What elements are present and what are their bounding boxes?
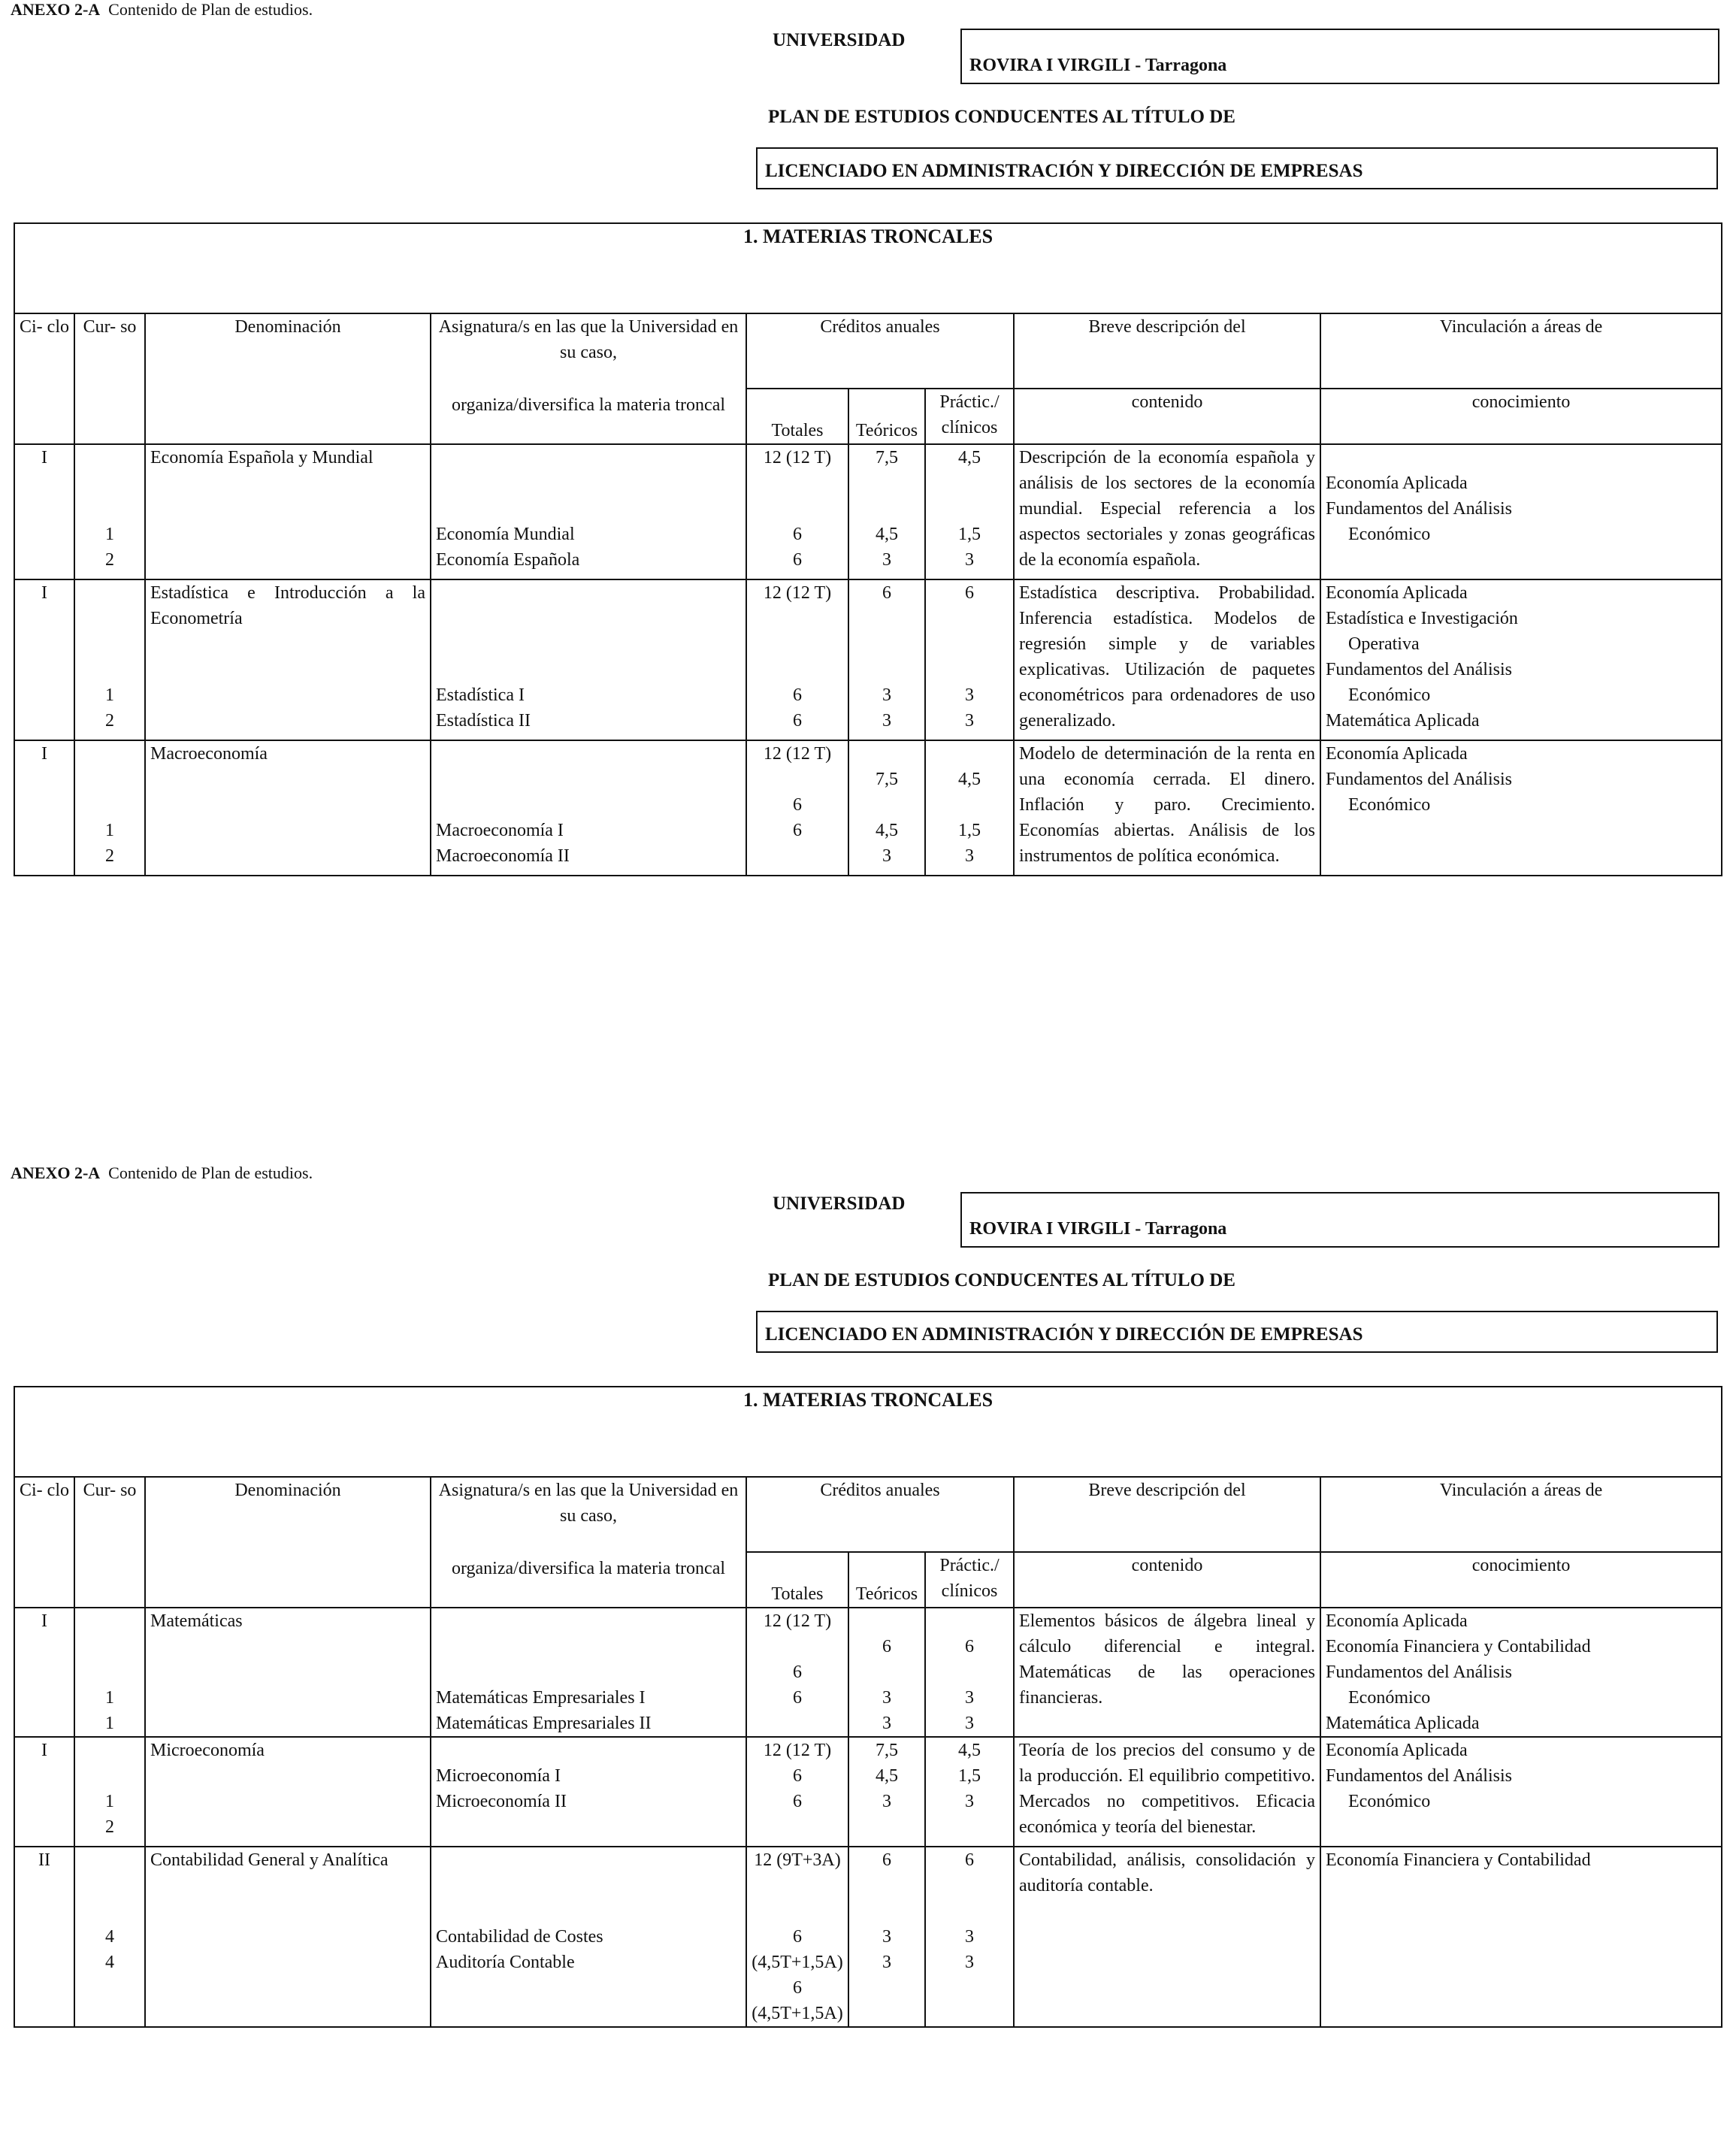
practicos-value: 4,5 <box>958 770 981 789</box>
practicos-value <box>930 1659 1009 1685</box>
denominacion-cell: Contabilidad General y Analítica <box>145 1847 431 2027</box>
totales-value: 12 (9T+3A) <box>754 1850 841 1870</box>
practicos-value: 3 <box>965 1953 974 1972</box>
curso-value <box>80 496 140 522</box>
curso-value <box>80 1634 140 1659</box>
asignatura-value: Matemáticas Empresariales II <box>436 1714 652 1733</box>
curso-cell <box>74 1737 145 1847</box>
practicos-value: 1,5 <box>958 821 981 840</box>
teoricos-value: 3 <box>882 1714 891 1733</box>
teoricos-value: 3 <box>882 1953 891 1972</box>
asignatura-cell <box>431 579 746 740</box>
vinculacion-value: Economía Aplicada <box>1326 583 1468 603</box>
teoricos-value: 6 <box>882 583 891 603</box>
curso-value <box>80 1847 140 1873</box>
practicos-value: 3 <box>965 685 974 705</box>
asignatura-value: Estadística I <box>436 685 525 705</box>
asignatura-value <box>436 631 741 657</box>
totales-value: 6 <box>793 550 802 570</box>
anexo-header: ANEXO 2-A Contenido de Plan de estudios. <box>11 0 313 19</box>
vinculacion-cell <box>1320 1608 1722 1737</box>
vinculacion-cell <box>1320 579 1722 740</box>
header-curso: Cur- so <box>74 1477 145 1608</box>
practicos-value <box>930 657 1009 682</box>
practicos-value <box>930 470 1009 496</box>
asignatura-value <box>436 1847 741 1873</box>
totales-value: 6 <box>793 1792 802 1811</box>
practicos-cell <box>925 1737 1014 1847</box>
denominacion-cell: Economía Española y Mundial <box>145 444 431 579</box>
plan-label: PLAN DE ESTUDIOS CONDUCENTES AL TÍTULO DE <box>768 1270 1235 1290</box>
curso-value: 1 <box>105 685 114 705</box>
teoricos-value <box>854 1659 920 1685</box>
descripcion-cell: Modelo de determinación de la renta en una economía cerrada. El dinero. Inflación y paro. Crecimiento. Economías abiertas. Análisis de los instrumentos de política económica. <box>1014 740 1320 876</box>
header-asignatura-line1: Asignatura/s en las que la Universidad en su caso, <box>438 1481 739 1526</box>
asignatura-value: Estadística II <box>436 711 531 731</box>
practicos-value: 6 <box>965 583 974 603</box>
universidad-name: ROVIRA I VIRGILI - Tarragona <box>969 1219 1227 1239</box>
plan-label: PLAN DE ESTUDIOS CONDUCENTES AL TÍTULO DE <box>768 107 1235 127</box>
totales-cell <box>746 579 848 740</box>
totales-value: 6 <box>793 1766 802 1786</box>
practicos-value <box>930 606 1009 631</box>
materia-row <box>14 1737 1722 1847</box>
totales-value <box>752 1873 843 1898</box>
curso-value: 1 <box>105 1714 114 1733</box>
curso-value: 4 <box>105 1953 114 1972</box>
asignatura-cell <box>431 444 746 579</box>
curso-cell <box>74 740 145 876</box>
asignatura-value: Microeconomía II <box>436 1792 567 1811</box>
vinculacion-cell <box>1320 444 1722 579</box>
asignatura-value <box>436 1634 741 1659</box>
teoricos-value: 6 <box>882 1850 891 1870</box>
practicos-value: 4,5 <box>958 1741 981 1760</box>
curso-value: 2 <box>105 1817 114 1837</box>
header-creditos: Créditos anuales <box>746 313 1014 389</box>
asignatura-value <box>436 767 741 792</box>
header-row-1 <box>14 1477 1722 1552</box>
teoricos-value: 7,5 <box>876 448 898 467</box>
asignatura-value: Matemáticas Empresariales I <box>436 1688 646 1708</box>
teoricos-cell <box>848 1737 925 1847</box>
vinculacion-value: Operativa <box>1348 634 1420 654</box>
denominacion-cell: Estadística e Introducción a la Econometría <box>145 579 431 740</box>
totales-cell <box>746 444 848 579</box>
materia-row <box>14 579 1722 740</box>
titulo-text: LICENCIADO EN ADMINISTRACIÓN Y DIRECCIÓN DE EMPRESAS <box>765 161 1363 181</box>
teoricos-value <box>854 1814 920 1840</box>
denominacion-cell: Macroeconomía <box>145 740 431 876</box>
curso-value <box>80 1873 140 1898</box>
curso-value <box>80 657 140 682</box>
vinculacion-cell <box>1320 740 1722 876</box>
curso-value <box>80 767 140 792</box>
teoricos-cell <box>848 1608 925 1737</box>
teoricos-cell <box>848 1847 925 2027</box>
practicos-value <box>930 741 1009 767</box>
teoricos-value: 7,5 <box>876 1741 898 1760</box>
ciclo-cell: I <box>14 740 74 876</box>
practicos-value: 3 <box>965 1714 974 1733</box>
universidad-name: ROVIRA I VIRGILI - Tarragona <box>969 56 1227 75</box>
teoricos-value: 3 <box>882 685 891 705</box>
teoricos-cell <box>848 444 925 579</box>
practicos-value <box>930 1608 1009 1634</box>
asignatura-cell <box>431 740 746 876</box>
practicos-value: 6 <box>965 1637 974 1656</box>
practicos-value <box>930 631 1009 657</box>
teoricos-value: 4,5 <box>876 525 898 544</box>
section-row <box>14 223 1722 313</box>
practicos-value: 3 <box>965 1792 974 1811</box>
materias-table <box>14 222 1722 876</box>
teoricos-value <box>854 792 920 818</box>
universidad-label: UNIVERSIDAD <box>773 30 906 50</box>
teoricos-value <box>854 741 920 767</box>
curso-value <box>80 606 140 631</box>
totales-value: 6 <box>793 821 802 840</box>
totales-value <box>752 1711 843 1736</box>
practicos-cell <box>925 579 1014 740</box>
totales-value <box>752 631 843 657</box>
curso-value: 2 <box>105 550 114 570</box>
totales-value <box>752 606 843 631</box>
teoricos-value <box>854 470 920 496</box>
teoricos-value: 7,5 <box>876 770 898 789</box>
practicos-value: 3 <box>965 1927 974 1947</box>
vinculacion-value: Economía Aplicada <box>1326 1611 1468 1631</box>
curso-value <box>80 580 140 606</box>
ciclo-cell: I <box>14 579 74 740</box>
vinculacion-value: Economía Aplicada <box>1326 473 1468 493</box>
descripcion-cell: Contabilidad, análisis, consolidación y auditoría contable. <box>1014 1847 1320 2027</box>
asignatura-value: Contabilidad de Costes <box>436 1927 603 1947</box>
totales-value <box>752 1814 843 1840</box>
totales-value <box>752 843 843 869</box>
practicos-value <box>930 1898 1009 1924</box>
header-vinculacion: Vinculación a áreas de <box>1320 313 1722 389</box>
practicos-value: 3 <box>965 550 974 570</box>
curso-value: 1 <box>105 525 114 544</box>
totales-value: 6 <box>793 1662 802 1682</box>
curso-value <box>80 1763 140 1789</box>
vinculacion-value: Económico <box>1348 795 1431 815</box>
curso-cell <box>74 1847 145 2027</box>
header-denominacion: Denominación <box>145 1477 431 1608</box>
descripcion-cell: Estadística descriptiva. Probabilidad. Inferencia estadística. Modelos de regresión simple y de variables explicativas. Utilización de paquetes econométricos para ordenadores de uso generalizado. <box>1014 579 1320 740</box>
vinculacion-value: Fundamentos del Análisis <box>1326 499 1512 519</box>
header-totales: Totales <box>746 389 848 444</box>
asignatura-value <box>436 792 741 818</box>
curso-value <box>80 631 140 657</box>
totales-value <box>752 657 843 682</box>
header-denominacion: Denominación <box>145 313 431 444</box>
teoricos-value: 3 <box>882 550 891 570</box>
curso-value: 1 <box>105 821 114 840</box>
header-vinculacion-2: conocimiento <box>1320 1552 1722 1608</box>
practicos-value: 3 <box>965 1688 974 1708</box>
asignatura-value <box>436 1659 741 1685</box>
vinculacion-value: Fundamentos del Análisis <box>1326 770 1512 789</box>
ciclo-cell: I <box>14 1608 74 1737</box>
teoricos-value <box>854 657 920 682</box>
practicos-value <box>930 792 1009 818</box>
titulo-text: LICENCIADO EN ADMINISTRACIÓN Y DIRECCIÓN DE EMPRESAS <box>765 1324 1363 1345</box>
vinculacion-value: Matemática Aplicada <box>1326 711 1480 731</box>
asignatura-value: Economía Española <box>436 550 580 570</box>
totales-value <box>752 470 843 496</box>
curso-cell <box>74 579 145 740</box>
teoricos-value: 6 <box>882 1637 891 1656</box>
teoricos-value: 3 <box>882 1688 891 1708</box>
vinculacion-value: Económico <box>1348 525 1431 544</box>
curso-value: 1 <box>105 1688 114 1708</box>
totales-value: 6 <box>793 525 802 544</box>
practicos-value <box>930 496 1009 522</box>
totales-value: 6 <box>793 795 802 815</box>
curso-cell <box>74 444 145 579</box>
curso-value <box>80 1898 140 1924</box>
totales-value: 6 (4,5T+1,5A) <box>752 1927 843 1972</box>
teoricos-value: 3 <box>882 846 891 866</box>
materia-row <box>14 1847 1722 2027</box>
asignatura-value <box>436 1898 741 1924</box>
vinculacion-cell <box>1320 1737 1722 1847</box>
header-ciclo: Ci- clo <box>14 313 74 444</box>
teoricos-value: 3 <box>882 1927 891 1947</box>
practicos-cell <box>925 1608 1014 1737</box>
header-asignatura-line2: organiza/diversifica la materia troncal <box>451 1559 726 1578</box>
vinculacion-value: Fundamentos del Análisis <box>1326 1662 1512 1682</box>
totales-cell <box>746 1737 848 1847</box>
vinculacion-value: Estadística e Investigación <box>1326 609 1518 628</box>
totales-value: 6 <box>793 1688 802 1708</box>
vinculacion-value <box>1326 445 1716 470</box>
teoricos-value <box>854 1898 920 1924</box>
section-title: 1. MATERIAS TRONCALES <box>14 1387 1722 1477</box>
vinculacion-value: Fundamentos del Análisis <box>1326 660 1512 679</box>
header-teoricos: Teóricos <box>848 389 925 444</box>
practicos-value: 1,5 <box>958 525 981 544</box>
totales-value: 6 <box>793 711 802 731</box>
header-creditos: Créditos anuales <box>746 1477 1014 1552</box>
asignatura-value: Microeconomía I <box>436 1766 561 1786</box>
section-row <box>14 1387 1722 1477</box>
asignatura-value <box>436 1873 741 1898</box>
asignatura-value <box>436 470 741 496</box>
materia-row <box>14 444 1722 579</box>
practicos-cell <box>925 1847 1014 2027</box>
vinculacion-value: Economía Aplicada <box>1326 744 1468 764</box>
header-asignatura <box>431 1477 746 1608</box>
header-vinculacion-2: conocimiento <box>1320 389 1722 444</box>
totales-value <box>752 767 843 792</box>
practicos-value <box>930 1873 1009 1898</box>
totales-value <box>752 1898 843 1924</box>
denominacion-cell: Microeconomía <box>145 1737 431 1847</box>
totales-value <box>752 1634 843 1659</box>
asignatura-value <box>436 657 741 682</box>
asignatura-cell <box>431 1737 746 1847</box>
teoricos-value: 4,5 <box>876 1766 898 1786</box>
asignatura-value: Economía Mundial <box>436 525 575 544</box>
practicos-value <box>930 1814 1009 1840</box>
vinculacion-value: Fundamentos del Análisis <box>1326 1766 1512 1786</box>
asignatura-value <box>436 580 741 606</box>
practicos-value: 1,5 <box>958 1766 981 1786</box>
header-practicos: Práctic./ clínicos <box>925 1552 1014 1608</box>
practicos-cell <box>925 444 1014 579</box>
universidad-label: UNIVERSIDAD <box>773 1194 906 1214</box>
totales-value: 12 (12 T) <box>763 744 832 764</box>
totales-value: 12 (12 T) <box>763 1741 832 1760</box>
vinculacion-value: Economía Aplicada <box>1326 1741 1468 1760</box>
vinculacion-value: Económico <box>1348 1688 1431 1708</box>
asignatura-value <box>436 1608 741 1634</box>
asignatura-value <box>436 1814 741 1840</box>
curso-value: 1 <box>105 1792 114 1811</box>
asignatura-cell <box>431 1608 746 1737</box>
header-teoricos: Teóricos <box>848 1552 925 1608</box>
header-ciclo: Ci- clo <box>14 1477 74 1608</box>
curso-value: 2 <box>105 846 114 866</box>
teoricos-value: 3 <box>882 711 891 731</box>
curso-value <box>80 1659 140 1685</box>
curso-value <box>80 1608 140 1634</box>
vinculacion-value: Economía Financiera y Contabilidad <box>1326 1850 1591 1870</box>
curso-value <box>80 470 140 496</box>
ciclo-cell: II <box>14 1847 74 2027</box>
anexo-header: ANEXO 2-A Contenido de Plan de estudios. <box>11 1163 313 1182</box>
header-descripcion-2: contenido <box>1014 389 1320 444</box>
teoricos-value <box>854 1608 920 1634</box>
asignatura-value <box>436 496 741 522</box>
practicos-value: 6 <box>965 1850 974 1870</box>
descripcion-cell: Teoría de los precios del consumo y de la producción. El equilibrio competitivo. Mercados no competitivos. Eficacia económica y teoría del bienestar. <box>1014 1737 1320 1847</box>
asignatura-value <box>436 606 741 631</box>
totales-value: 6 <box>793 685 802 705</box>
curso-value <box>80 741 140 767</box>
asignatura-value: Auditoría Contable <box>436 1953 575 1972</box>
asignatura-value <box>436 1738 741 1763</box>
header-descripcion: Breve descripción del <box>1014 1477 1320 1552</box>
header-row-1 <box>14 313 1722 389</box>
totales-value: 12 (12 T) <box>763 583 832 603</box>
materia-row <box>14 1608 1722 1737</box>
ciclo-cell: I <box>14 1737 74 1847</box>
vinculacion-value: Económico <box>1348 1792 1431 1811</box>
curso-value <box>80 792 140 818</box>
teoricos-value: 3 <box>882 1792 891 1811</box>
teoricos-cell <box>848 579 925 740</box>
curso-value <box>80 445 140 470</box>
totales-value: 12 (12 T) <box>763 1611 832 1631</box>
descripcion-cell: Elementos básicos de álgebra lineal y cálculo diferencial e integral. Matemáticas de las operaciones financieras. <box>1014 1608 1320 1737</box>
vinculacion-value: Economía Financiera y Contabilidad <box>1326 1637 1591 1656</box>
practicos-value: 4,5 <box>958 448 981 467</box>
practicos-cell <box>925 740 1014 876</box>
curso-value <box>80 1738 140 1763</box>
materia-row <box>14 740 1722 876</box>
section-title: 1. MATERIAS TRONCALES <box>14 223 1722 313</box>
header-asignatura <box>431 313 746 444</box>
ciclo-cell: I <box>14 444 74 579</box>
totales-value: 6 (4,5T+1,5A) <box>752 1978 843 2023</box>
vinculacion-value: Matemática Aplicada <box>1326 1714 1480 1733</box>
header-curso: Cur- so <box>74 313 145 444</box>
vinculacion-value: Económico <box>1348 685 1431 705</box>
header-practicos: Práctic./ clínicos <box>925 389 1014 444</box>
practicos-value: 3 <box>965 711 974 731</box>
teoricos-value <box>854 1873 920 1898</box>
totales-cell <box>746 1608 848 1737</box>
asignatura-cell <box>431 1847 746 2027</box>
curso-value: 4 <box>105 1927 114 1947</box>
teoricos-cell <box>848 740 925 876</box>
asignatura-value <box>436 445 741 470</box>
teoricos-value <box>854 631 920 657</box>
asignatura-value: Macroeconomía I <box>436 821 564 840</box>
descripcion-cell: Descripción de la economía española y análisis de los sectores de la economía mundial. Especial referencia a los aspectos sectoriales y zonas geográficas de la economía española. <box>1014 444 1320 579</box>
vinculacion-cell <box>1320 1847 1722 2027</box>
header-asignatura-line1: Asignatura/s en las que la Universidad en su caso, <box>438 317 739 362</box>
totales-value: 12 (12 T) <box>763 448 832 467</box>
teoricos-value <box>854 606 920 631</box>
header-vinculacion: Vinculación a áreas de <box>1320 1477 1722 1552</box>
totales-cell <box>746 740 848 876</box>
header-descripcion: Breve descripción del <box>1014 313 1320 389</box>
teoricos-value: 4,5 <box>876 821 898 840</box>
curso-value: 2 <box>105 711 114 731</box>
asignatura-value: Macroeconomía II <box>436 846 570 866</box>
denominacion-cell: Matemáticas <box>145 1608 431 1737</box>
asignatura-value <box>436 741 741 767</box>
curso-cell <box>74 1608 145 1737</box>
totales-cell <box>746 1847 848 2027</box>
header-descripcion-2: contenido <box>1014 1552 1320 1608</box>
practicos-value: 3 <box>965 846 974 866</box>
teoricos-value <box>854 496 920 522</box>
header-totales: Totales <box>746 1552 848 1608</box>
materias-table <box>14 1386 1722 2028</box>
totales-value <box>752 496 843 522</box>
header-asignatura-line2: organiza/diversifica la materia troncal <box>451 395 726 415</box>
